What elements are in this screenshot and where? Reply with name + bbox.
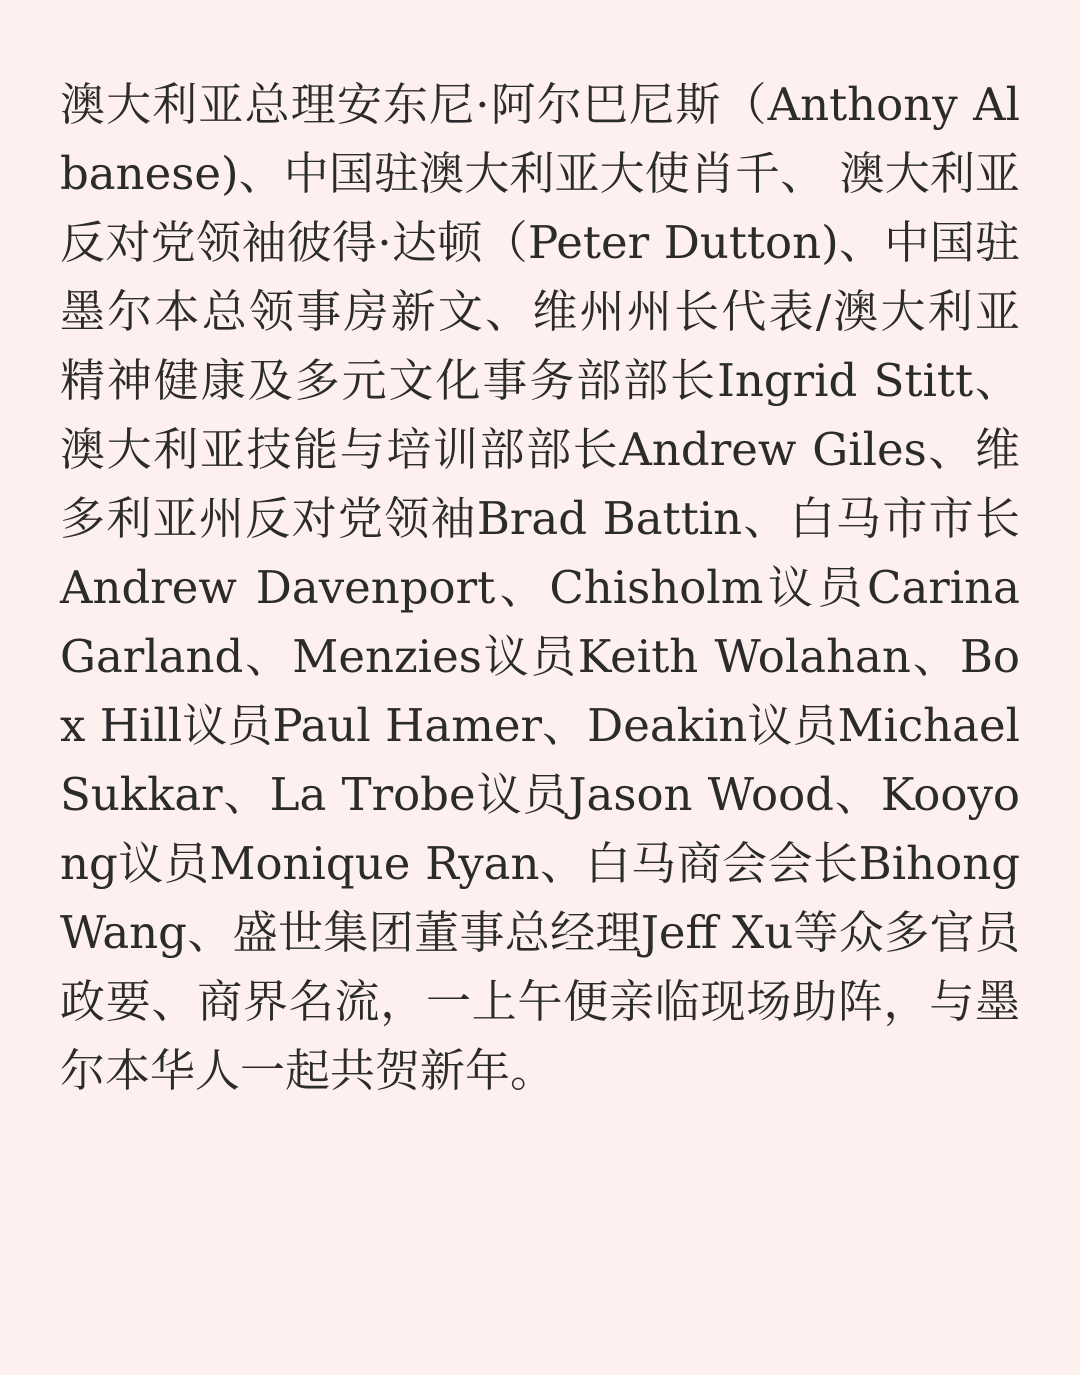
article-paragraph: 澳大利亚总理安东尼·阿尔巴尼斯（Anthony Albanese)、中国驻澳大利亚大使肖千、 澳大利亚反对党领袖彼得·达顿（Peter Dutton)、中国驻墨尔本总领事房新文、维州州长代表/澳大利亚精神健康及多元文化事务部部长Ingrid Stitt、澳大利亚技能与培训部部长Andrew Giles、维多利亚州反对党领袖Brad Battin、白马市市长Andrew Davenport、Chisholm议员Carina Garland、Menzies议员Keith Wolahan、Box Hill议员Paul Hamer、Deakin议员Michael Sukkar、La Trobe议员Jason Wood、Kooyong议员Monique Ryan、白马商会会长Bihong Wang、盛世集团董事总经理Jeff Xu等众多官员政要、商界名流，一上午便亲临现场助阵，与墨尔本华人一起共贺新年。 [60,78,1020,1097]
